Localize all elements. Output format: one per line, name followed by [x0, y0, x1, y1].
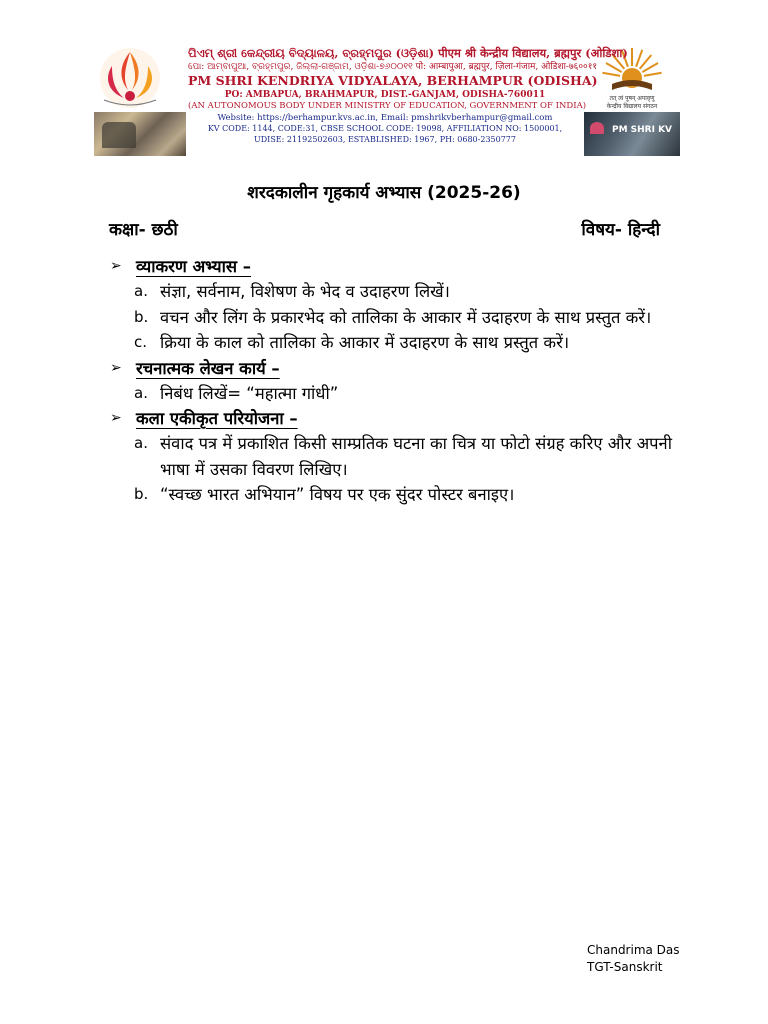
item-text: निबंध लिखें= “महात्मा गांधी” [160, 383, 339, 403]
emblem-caption-1: तत् त्वं पूषन् अपावृणु [609, 95, 655, 102]
item-marker: c. [134, 333, 148, 351]
pm-shri-logo-icon [94, 44, 166, 112]
teacher-designation: TGT-Sanskrit [587, 960, 663, 974]
section-art-project [110, 406, 690, 508]
homework-content [110, 254, 690, 508]
letterhead [92, 42, 682, 160]
udise-line: UDISE: 21192502603, ESTABLISHED: 1967, PH: 0680-2350777 [254, 134, 516, 144]
school-address-english: PO: AMBAPUA, BRAHMAPUR, DIST.-GANJAM, ODISHA-760011 [224, 90, 546, 100]
item-marker: a. [134, 383, 148, 402]
page-title: शरदकालीन गृहकार्य अभ्यास (2025-26) [247, 183, 521, 203]
photo-right-text: PM SHRI KV [611, 125, 673, 135]
odia-school-name: ପିଏମ୍ ଶ୍ରୀ କେନ୍ଦ୍ରୀୟ ବିଦ୍ୟାଳୟ, ବ୍ରହ୍ମପୁର (ଓଡ଼ିଶା) [188, 46, 435, 60]
section-grammar [110, 254, 690, 356]
item-text: संवाद पत्र में प्रकाशित किसी साम्प्रतिक घटना का चित्र या फोटो संग्रह करिए और अपनी भाषा में उसका विवरण लिखिए। [160, 434, 672, 479]
subject-label: विषय- हिन्दी [581, 220, 660, 240]
item-text: क्रिया के काल को तालिका के आकार में उदाहरण के साथ प्रस्तुत करें। [160, 333, 570, 352]
letterhead-regional-name [188, 46, 628, 61]
teacher-name: Chandrima Das [587, 943, 680, 957]
letterhead-text [188, 46, 628, 145]
hindi-address: पो: आम्बापुआ, ब्रह्मपुर, ज़िला-गंजाम, ओडिशा-७६००११ [415, 62, 598, 72]
odia-address: ପୋ: ଆମ୍ବାପୁଆ, ବ୍ରହ୍ମପୁର, ଜିଲ୍ଲା-ଗଞ୍ଜାମ, ଓଡ଼ିଶା-୭୬୦୦୧୧ [188, 62, 413, 72]
signature-block [587, 942, 680, 976]
website-email-line: Website: https://berhampur.kvs.ac.in, Email: pmshrikvberhampur@gmail.com [217, 112, 553, 123]
arrow-bullet-icon: ➢ [110, 258, 122, 274]
item-marker: b. [134, 307, 149, 326]
item-text: संज्ञा, सर्वनाम, विशेषण के भेद व उदाहरण लिखें। [160, 282, 450, 301]
hindi-school-name: पीएम श्री केन्द्रीय विद्यालय, ब्रह्मपुर (ओडिशा) [438, 46, 628, 60]
list-item [110, 279, 690, 305]
section-heading-text: कला एकीकृत परियोजना – [136, 409, 298, 428]
section-heading-text: व्याकरण अभ्यास – [136, 257, 252, 276]
section-heading [110, 406, 690, 431]
school-photo-right [584, 112, 680, 156]
section-creative-writing [110, 356, 690, 407]
list-item [110, 381, 690, 407]
list-item [110, 431, 690, 482]
emblem-caption-2: केन्द्रीय विद्यालय संगठन [606, 103, 658, 110]
autonomous-body-line: (AN AUTONOMOUS BODY UNDER MINISTRY OF EDUCATION, GOVERNMENT OF INDIA) [188, 101, 587, 111]
section-heading [110, 356, 690, 381]
item-marker: a. [134, 434, 148, 452]
list-item [110, 305, 690, 331]
item-text: वचन और लिंग के प्रकारभेद को तालिका के आकार में उदाहरण के साथ प्रस्तुत करें। [160, 307, 652, 327]
school-name-english: PM SHRI KENDRIYA VIDYALAYA, BERHAMPUR (ODISHA) [188, 73, 598, 88]
school-photo-left [94, 112, 186, 156]
item-marker: b. [134, 485, 149, 503]
list-item [110, 330, 690, 356]
list-item [110, 482, 690, 508]
arrow-bullet-icon: ➢ [110, 410, 122, 426]
section-heading [110, 254, 690, 279]
item-text: “स्वच्छ भारत अभियान” विषय पर एक सुंदर पोस्टर बनाइए। [160, 485, 515, 504]
arrow-bullet-icon: ➢ [110, 359, 122, 376]
class-label: कक्षा- छठी [109, 220, 178, 240]
letterhead-regional-address [188, 61, 598, 73]
section-heading-text: रचनात्मक लेखन कार्य – [136, 358, 280, 378]
item-marker: a. [134, 282, 148, 300]
school-codes-line: KV CODE: 1144, CODE:31, CBSE SCHOOL CODE: 19098, AFFILIATION NO: 1500001, [207, 124, 563, 133]
